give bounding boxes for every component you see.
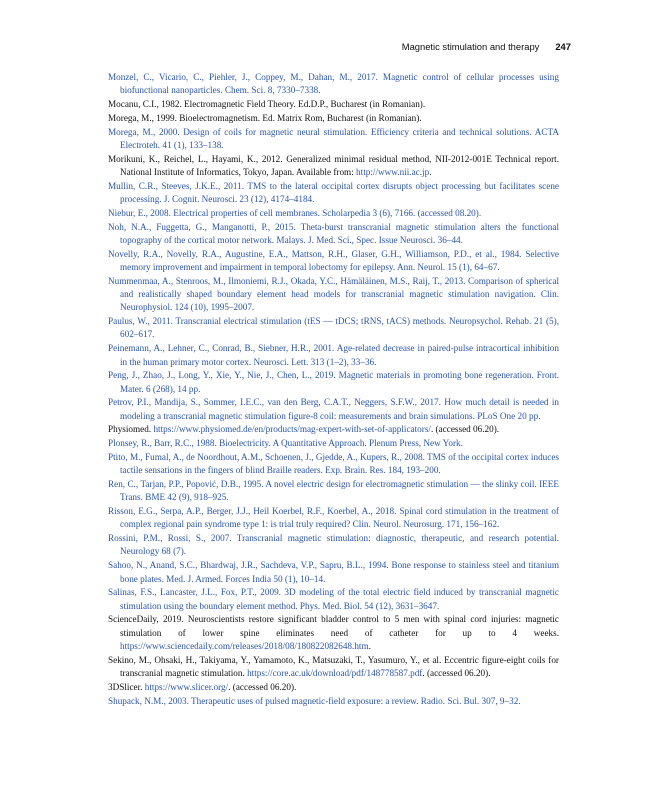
reference-suffix: . — [368, 641, 371, 652]
reference-entry[interactable] — [108, 275, 559, 315]
reference-text: 3DSlicer. — [108, 681, 145, 692]
reference-text: Paulus, W., 2011. Transcranial electrical stimulation (tES — tDCS; tRNS, tACS) methods. Neuropsychol. Rehab. 21 (5), 602–617. — [108, 316, 559, 340]
reference-text: Salinas, F.S., Lancaster, J.L., Fox, P.T., 2009. 3D modeling of the total electric field induced by transcranial magnetic stimulation using the boundary element method. Phys. Med. Biol. 54 (12), 3631–3647. — [108, 587, 559, 611]
reference-text: Peng, J., Zhao, J., Long, Y., Xie, Y., Nie, J., Chen, L., 2019. Magnetic materials in promoting bone regeneration. Front. Mater. 6 (268), 14 pp. — [108, 370, 559, 394]
reference-text: Mullin, C.R., Steeves, J.K.E., 2011. TMS to the lateral occipital cortex disrupts object processing but facilitates scene processing. J. Cognit. Neurosci. 23 (12), 4174–4184. — [108, 180, 559, 205]
reference-list — [108, 71, 559, 708]
reference-entry[interactable] — [108, 126, 559, 153]
reference-text: Morega, M., 2000. Design of coils for magnetic neural stimulation. Efficiency criteria and technical solutions. ACTA Electroteh. 41 (1), 133–138. — [108, 126, 559, 150]
reference-text: Morikuni, K., Reichel, L., Hayami, K., 2012. Generalized minimal residual method, NII-2012-001E Technical report. National Institute of Informatics, Tokyo, Japan. Available from: — [108, 153, 559, 177]
reference-suffix: . (accessed 06.20). — [228, 681, 297, 692]
reference-entry[interactable] — [108, 437, 559, 450]
reference-text: Noh, N.A., Fuggetta, G., Manganotti, P., 2015. Theta-burst transcranial magnetic stimulation alters the functional topography of the cortical motor network. Malays. J. Med. Sci., Spec. Issue Neurosci. 36–44. — [108, 221, 559, 245]
page-number: 247 — [555, 41, 571, 52]
reference-entry[interactable] — [108, 248, 559, 275]
reference-text: Peinemann, A., Lehner, C., Conrad, B., Siebner, H.R., 2001. Age-related decrease in paired-pulse intracortical inhibition in the human primary motor cortex. Neurosci. Lett. 313 (1–2), 33–36. — [108, 343, 559, 367]
reference-entry[interactable] — [108, 221, 559, 248]
reference-text: Petrov, P.I., Mandija, S., Sommer, I.E.C., van den Berg, C.A.T., Neggers, S.F.W., 2017. How much detail is needed in modeling a transcranial magnetic stimulation figure-8 coil: measurements and brain simulations. PLoS One 20 pp. — [108, 397, 559, 421]
reference-text: Physiomed. — [108, 424, 154, 435]
reference-text: Nummenmaa, A., Stenroos, M., Ilmoniemi, R.J., Okada, Y.C., Hämäläinen, M.S., Raij, T., 2013. Comparison of spherical and realistically shaped boundary element head models for transcranial magnetic stimulation navigation. Clin. Neurophysiol. 124 (10), 1995–2007. — [108, 275, 559, 313]
reference-entry[interactable] — [108, 478, 559, 505]
reference-entry — [108, 613, 559, 653]
reference-suffix: . (accessed 06.20). — [430, 424, 500, 435]
reference-text: Ptito, M., Fumal, A., de Noordhout, A.M., Schoenen, J., Gjedde, A., Kupers, R., 2008. TMS of the occipital cortex induces tactile sensations in the fingers of blind Braille readers. Exp. Brain. Res. 184, 193–200. — [108, 451, 559, 476]
reference-entry[interactable] — [108, 342, 559, 369]
reference-entry[interactable] — [108, 505, 559, 532]
reference-link[interactable]: https://core.ac.uk/download/pdf/148778587.pdf — [247, 668, 423, 679]
reference-text: Ren, C., Tarjan, P.P., Popović, D.B., 1995. A novel electric design for electromagnetic stimulation — the slinky coil. IEEE Trans. BME 42 (9), 918–925. — [108, 478, 559, 503]
reference-suffix: . — [429, 166, 432, 177]
reference-text: Monzel, C., Vicario, C., Piehler, J., Coppey, M., Dahan, M., 2017. Magnetic control of cellular processes using biofunctional nanoparticles. Chem. Sci. 8, 7330–7338. — [108, 72, 559, 96]
reference-entry[interactable] — [108, 586, 559, 613]
reference-entry[interactable] — [108, 369, 559, 396]
reference-text: Sekino, M., Ohsaki, H., Takiyama, Y., Yamamoto, K., Matsuzaki, T., Yasumuro, Y., et al. Eccentric figure-eight coils for transcranial magnetic stimulation. — [108, 654, 559, 679]
reference-link[interactable]: https://www.sciencedaily.com/releases/2018/08/180822082648.htm — [120, 641, 369, 652]
reference-entry — [108, 681, 559, 694]
reference-link[interactable]: https://www.physiomed.de/en/products/mag-expert-with-set-of-applicators/ — [153, 424, 431, 435]
running-title: Magnetic stimulation and therapy — [401, 41, 540, 52]
reference-text: Rossini, P.M., Rossi, S., 2007. Transcranial magnetic stimulation: diagnostic, therapeutic, and research potential. Neurology 68 (7). — [108, 533, 559, 557]
reference-entry[interactable] — [108, 180, 559, 207]
reference-text: Mocanu, C.I., 1982. Electromagnetic Field Theory. Ed.D.P., Bucharest (in Romanian). — [108, 99, 426, 110]
reference-entry — [108, 423, 559, 436]
reference-entry — [108, 153, 559, 180]
reference-entry[interactable] — [108, 71, 559, 98]
reference-text: Morega, M., 1999. Bioelectromagnetism. Ed. Matrix Rom, Bucharest (in Romanian). — [108, 112, 422, 123]
reference-entry[interactable] — [108, 695, 559, 708]
reference-suffix: . (accessed 06.20). — [422, 668, 491, 679]
reference-text: Sahoo, N., Anand, S.C., Bhardwaj, J.R., Sachdeva, V.P., Sapru, B.L., 1994. Bone response to stainless steel and titanium bone plates. Med. J. Armed. Forces India 50 (1), 10–14. — [108, 560, 559, 584]
reference-entry[interactable] — [108, 451, 559, 478]
reference-link[interactable]: https://www.slicer.org/ — [144, 681, 229, 692]
reference-text: Risson, E.G., Serpa, A.P., Berger, J.J., Heil Koerbel, R.F., Koerbel, A., 2018. Spinal cord stimulation in the treatment of complex regional pain syndrome type 1: is trial truly required? Clin. Neurol. Neurosurg. 171, 156–162. — [108, 506, 559, 530]
reference-text: Shupack, N.M., 2003. Therapeutic uses of pulsed magnetic-field exposure: a review. Radio. Sci. Bul. 307, 9–32. — [108, 695, 521, 706]
running-header — [300, 41, 571, 52]
reference-entry[interactable] — [108, 207, 559, 220]
reference-link[interactable]: http://www.nii.ac.jp — [356, 166, 430, 177]
reference-text: Plonsey, R., Barr, R.C., 1988. Bioelectricity. A Quantitative Approach. Plenum Press, New York. — [108, 438, 463, 449]
reference-entry — [108, 654, 559, 681]
reference-text: Niebur, E., 2008. Electrical properties of cell membranes. Scholarpedia 3 (6), 7166. (accessed 08.20). — [108, 207, 482, 218]
reference-text: ScienceDaily, 2019. Neuroscientists restore significant bladder control to 5 men with spinal cord injuries: magnetic stimulation of lower spine eliminates need of catheter for up to 4 weeks. — [108, 614, 559, 638]
reference-entry — [108, 98, 559, 111]
reference-entry — [108, 112, 559, 125]
reference-entry[interactable] — [108, 532, 559, 559]
reference-entry[interactable] — [108, 315, 559, 342]
reference-entry[interactable] — [108, 559, 559, 586]
reference-text: Novelly, R.A., Novelly, R.A., Augustine, E.A., Mattson, R.H., Glaser, G.H., Williamson, P.D., et al., 1984. Selective memory improvement and impairment in temporal lobectomy for epilepsy. Ann. Neurol. 15 (1), 64–67. — [108, 248, 559, 272]
reference-entry[interactable] — [108, 396, 559, 423]
